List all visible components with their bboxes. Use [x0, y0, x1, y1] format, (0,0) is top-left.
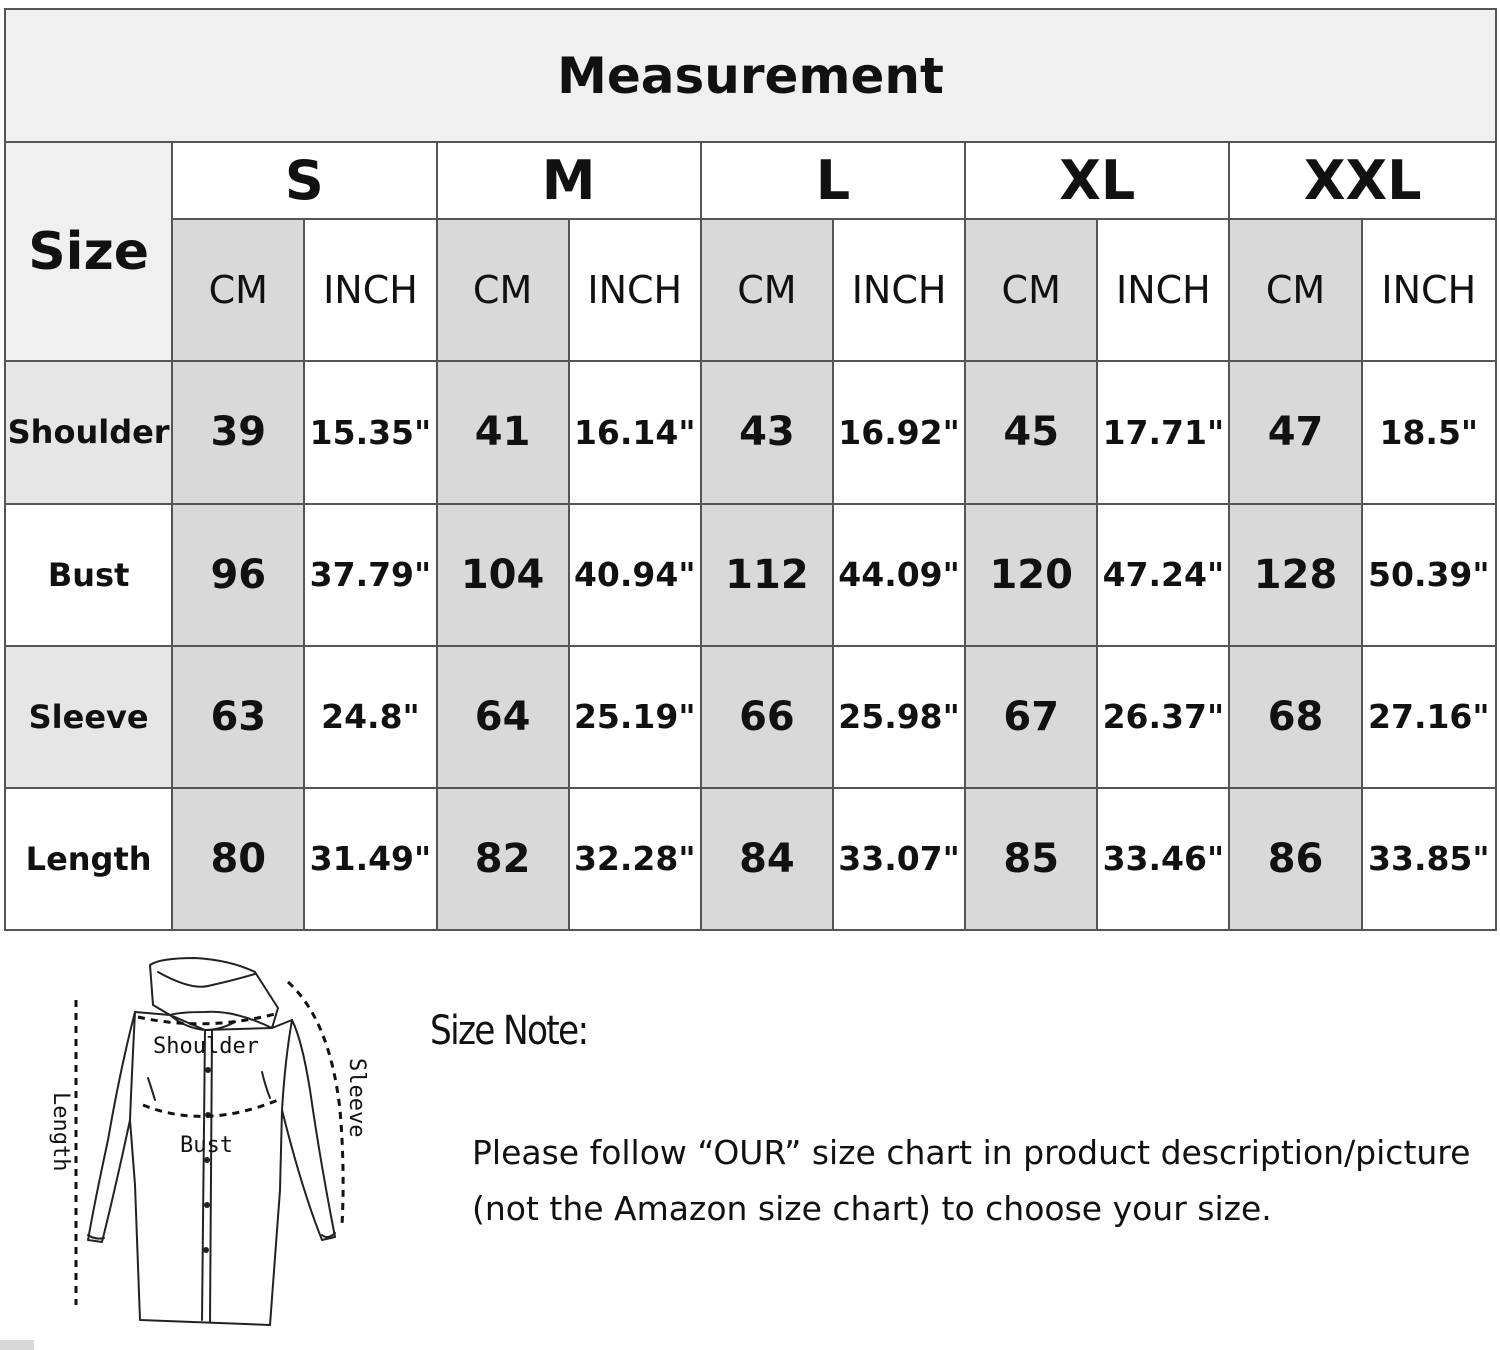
table-row-shoulder: [5, 361, 1496, 503]
cm-value: 63: [172, 646, 304, 788]
cm-value: 85: [965, 788, 1097, 930]
cm-value: 84: [701, 788, 833, 930]
cm-value: 41: [437, 361, 569, 503]
inch-value: 40.94": [569, 504, 701, 646]
unit-inch-header: INCH: [833, 219, 965, 361]
inch-value: 32.28": [569, 788, 701, 930]
table-row-bust: [5, 504, 1496, 646]
unit-inch-header: INCH: [1362, 219, 1496, 361]
inch-value: 31.49": [304, 788, 436, 930]
size-note-line: (not the Amazon size chart) to choose your size.: [472, 1189, 1272, 1228]
unit-cm-header: CM: [1229, 219, 1361, 361]
size-note-line: Please follow “OUR” size chart in product description/picture: [472, 1133, 1471, 1172]
size-header: Size: [5, 142, 172, 361]
inch-value: 26.37": [1097, 646, 1229, 788]
size-l-header: L: [701, 142, 965, 219]
row-label: Sleeve: [5, 646, 172, 788]
bust-label: Bust: [180, 1133, 233, 1158]
watermark-mark: [0, 1340, 34, 1350]
cm-value: 43: [701, 361, 833, 503]
cm-value: 45: [965, 361, 1097, 503]
unit-row: [5, 219, 1496, 361]
size-m-header: M: [437, 142, 701, 219]
inch-value: 44.09": [833, 504, 965, 646]
size-xl-header: XL: [965, 142, 1229, 219]
size-note-title: Size Note:: [430, 1008, 588, 1054]
inch-value: 16.92": [833, 361, 965, 503]
inch-value: 27.16": [1362, 646, 1496, 788]
row-label: Length: [5, 788, 172, 930]
cm-value: 120: [965, 504, 1097, 646]
unit-cm-header: CM: [437, 219, 569, 361]
size-chart-table: [4, 8, 1497, 931]
inch-value: 50.39": [1362, 504, 1496, 646]
cm-value: 47: [1229, 361, 1361, 503]
unit-inch-header: INCH: [304, 219, 436, 361]
size-xxl-header: XXL: [1229, 142, 1496, 219]
cm-value: 86: [1229, 788, 1361, 930]
inch-value: 18.5": [1362, 361, 1496, 503]
cm-value: 82: [437, 788, 569, 930]
coat-measurement-diagram: [30, 950, 420, 1345]
cm-value: 128: [1229, 504, 1361, 646]
cm-value: 104: [437, 504, 569, 646]
inch-value: 15.35": [304, 361, 436, 503]
size-s-header: S: [172, 142, 436, 219]
cm-value: 96: [172, 504, 304, 646]
table-row-sleeve: [5, 646, 1496, 788]
cm-value: 67: [965, 646, 1097, 788]
unit-inch-header: INCH: [1097, 219, 1229, 361]
inch-value: 33.85": [1362, 788, 1496, 930]
cm-value: 112: [701, 504, 833, 646]
inch-value: 37.79": [304, 504, 436, 646]
row-label: Bust: [5, 504, 172, 646]
cm-value: 68: [1229, 646, 1361, 788]
row-label: Shoulder: [5, 361, 172, 503]
cm-value: 39: [172, 361, 304, 503]
cm-value: 64: [437, 646, 569, 788]
inch-value: 33.07": [833, 788, 965, 930]
inch-value: 25.98": [833, 646, 965, 788]
inch-value: 33.46": [1097, 788, 1229, 930]
inch-value: 47.24": [1097, 504, 1229, 646]
inch-value: 25.19": [569, 646, 701, 788]
size-note-text: [472, 1125, 1482, 1237]
table-title: Measurement: [5, 9, 1496, 142]
cm-value: 66: [701, 646, 833, 788]
sleeve-label: Sleeve: [344, 1058, 369, 1138]
inch-value: 16.14": [569, 361, 701, 503]
inch-value: 17.71": [1097, 361, 1229, 503]
cm-value: 80: [172, 788, 304, 930]
unit-cm-header: CM: [701, 219, 833, 361]
unit-cm-header: CM: [965, 219, 1097, 361]
unit-cm-header: CM: [172, 219, 304, 361]
unit-inch-header: INCH: [569, 219, 701, 361]
shoulder-label: Shoulder: [153, 1034, 259, 1059]
length-label: Length: [48, 1092, 73, 1172]
table-row-length: [5, 788, 1496, 930]
inch-value: 24.8": [304, 646, 436, 788]
